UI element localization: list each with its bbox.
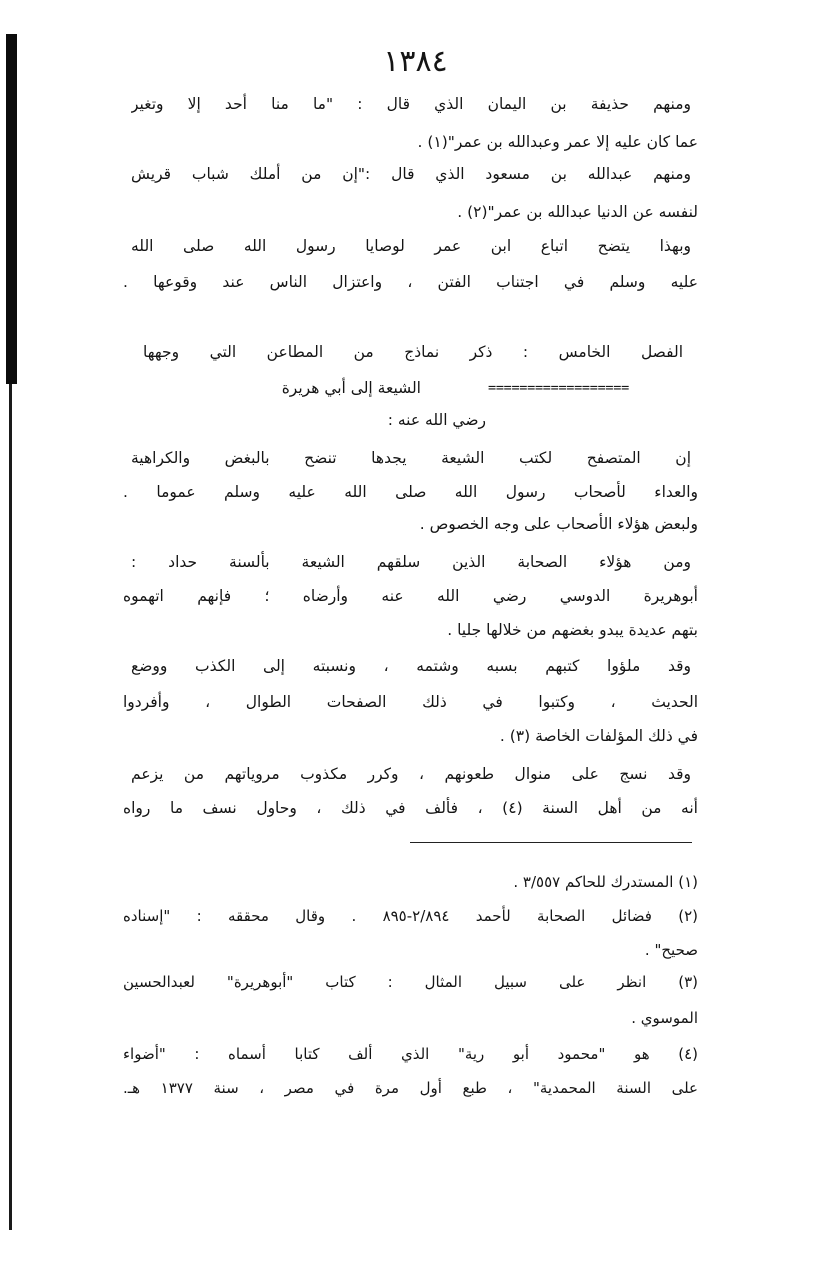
page-number: ١٣٨٤	[383, 44, 448, 79]
paragraph-line: وبهذا يتضح اتباع ابن عمر لوصايا رسول الله صلى الله	[131, 237, 691, 255]
paragraph-line: ومنهم عبدالله بن مسعود الذي قال :"إن من أملك شباب قريش	[131, 165, 691, 183]
body-line: ومن هؤلاء الصحابة الذين سلقهم الشيعة بألسنة حداد :	[131, 553, 691, 571]
section-heading: الفصل الخامس : ذكر نماذج من المطاعن التي وجهها	[143, 343, 683, 361]
body-line: وقد ملؤوا كتبهم بسبه وشتمه ، ونسبته إلى الكذب ووضع	[131, 657, 691, 675]
body-line: الحديث ، وكتبوا في ذلك الصفحات الطوال ، وأفردوا	[123, 693, 698, 711]
section-heading-continued: الشيعة إلى أبي هريرة	[281, 379, 421, 397]
footnote-line: (١) المستدرك للحاكم ٣/٥٥٧ .	[513, 873, 698, 891]
footnote-separator	[410, 842, 692, 843]
footnote-line: (٤) هو "محمود أبو رية" الذي ألف كتابا أسماه : "أضواء	[123, 1045, 698, 1063]
paragraph-line: عليه وسلم في اجتناب الفتن ، واعتزال الناس عند وقوعها .	[123, 273, 698, 291]
body-line: وقد نسج على منوال طعونهم ، وكرر مكذوب مروياتهم من يزعم	[131, 765, 691, 783]
footnote-line: (٢) فضائل الصحابة لأحمد ٢/٨٩٤-٨٩٥ . وقال محققه : "إسناده	[123, 907, 698, 925]
body-line: أنه من أهل السنة (٤) ، فألف في ذلك ، وحاول نسف ما رواه	[123, 799, 698, 817]
paragraph-line: لنفسه عن الدنيا عبدالله بن عمر"(٢) .	[457, 203, 698, 221]
footnote-line: الموسوي .	[631, 1009, 698, 1027]
body-line: في ذلك المؤلفات الخاصة (٣) .	[499, 727, 698, 745]
body-line: بتهم عديدة يبدو بغضهم من خلالها جليا .	[447, 621, 698, 639]
section-heading-underline: ==================	[488, 380, 629, 396]
section-heading-honorific: رضي الله عنه :	[387, 411, 486, 429]
scan-edge-bar	[6, 34, 17, 384]
body-line: ولبعض هؤلاء الأصحاب على وجه الخصوص .	[419, 515, 698, 533]
body-line: إن المتصفح لكتب الشيعة يجدها تنضح بالبغض والكراهية	[131, 449, 691, 467]
paragraph-line: ومنهم حذيفة بن اليمان الذي قال : "ما منا أحد إلا وتغير	[131, 95, 691, 113]
paragraph-line: عما كان عليه إلا عمر وعبدالله بن عمر"(١) .	[417, 133, 698, 151]
body-line: أبوهريرة الدوسي رضي الله عنه وأرضاه ؛ فإنهم اتهموه	[123, 587, 698, 605]
footnote-line: على السنة المحمدية" ، طبع أول مرة في مصر ، سنة ١٣٧٧ هـ.	[123, 1079, 698, 1097]
scan-edge-line	[9, 384, 12, 1230]
footnote-line: (٣) انظر على سبيل المثال : كتاب "أبوهريرة" لعبدالحسين	[123, 973, 698, 991]
body-line: والعداء لأصحاب رسول الله صلى الله عليه وسلم عموما .	[123, 483, 698, 501]
footnote-line: صحيح" .	[644, 941, 698, 959]
